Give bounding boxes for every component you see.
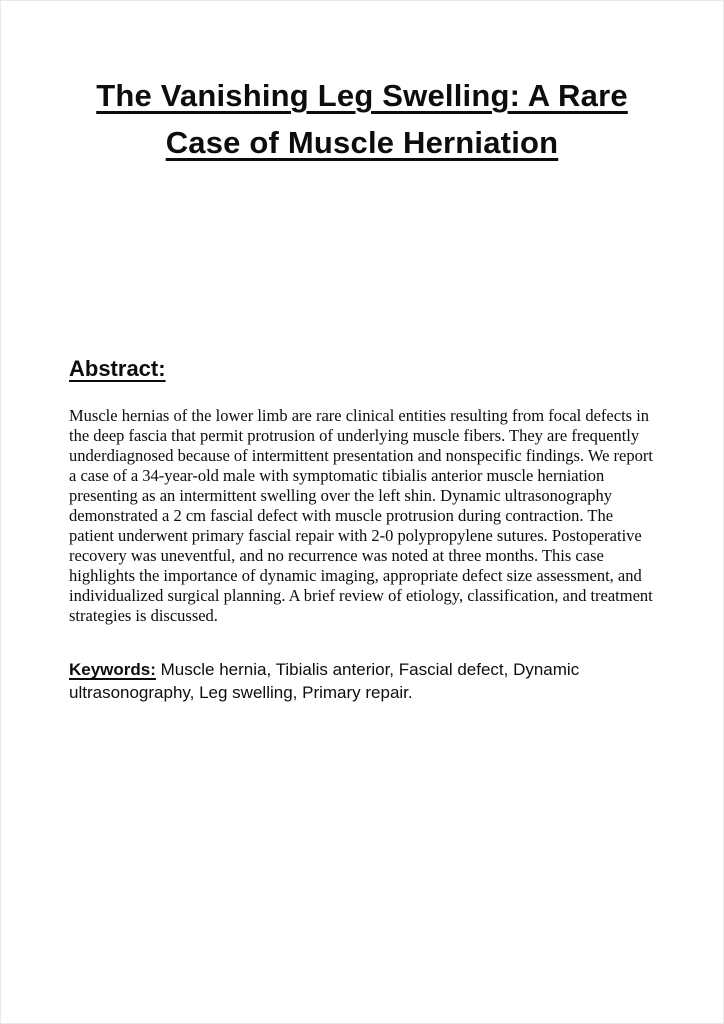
paper-title: The Vanishing Leg Swelling: A Rare Case of Muscle Herniation <box>96 78 628 161</box>
abstract-heading: Abstract: <box>69 356 166 382</box>
abstract-text: Muscle hernias of the lower limb are rare clinical entities resulting from focal defects in the deep fascia that permit protrusion of underlying muscle fibers. They are frequently underdiagnosed because of intermittent presentation and nonspecific findings. We report a case of a 34-year-old male with symptomatic tibialis anterior muscle herniation presenting as an intermittent swelling over the left shin. Dynamic ultrasonography demonstrated a 2 cm fascial defect with muscle protrusion during contraction. The patient underwent primary fascial repair with 2-0 polypropylene sutures. Postoperative recovery was uneventful, and no recurrence was noted at three months. This case highlights the importance of dynamic imaging, appropriate defect size assessment, and individualized surgical planning. A brief review of etiology, classification, and treatment strategies is discussed. <box>69 406 653 626</box>
keywords-label: Keywords: <box>69 660 156 680</box>
keywords-line <box>69 658 655 704</box>
keywords-text: Muscle hernia, Tibialis anterior, Fascial defect, Dynamic ultrasonography, Leg swelling, Primary repair. <box>69 660 580 703</box>
